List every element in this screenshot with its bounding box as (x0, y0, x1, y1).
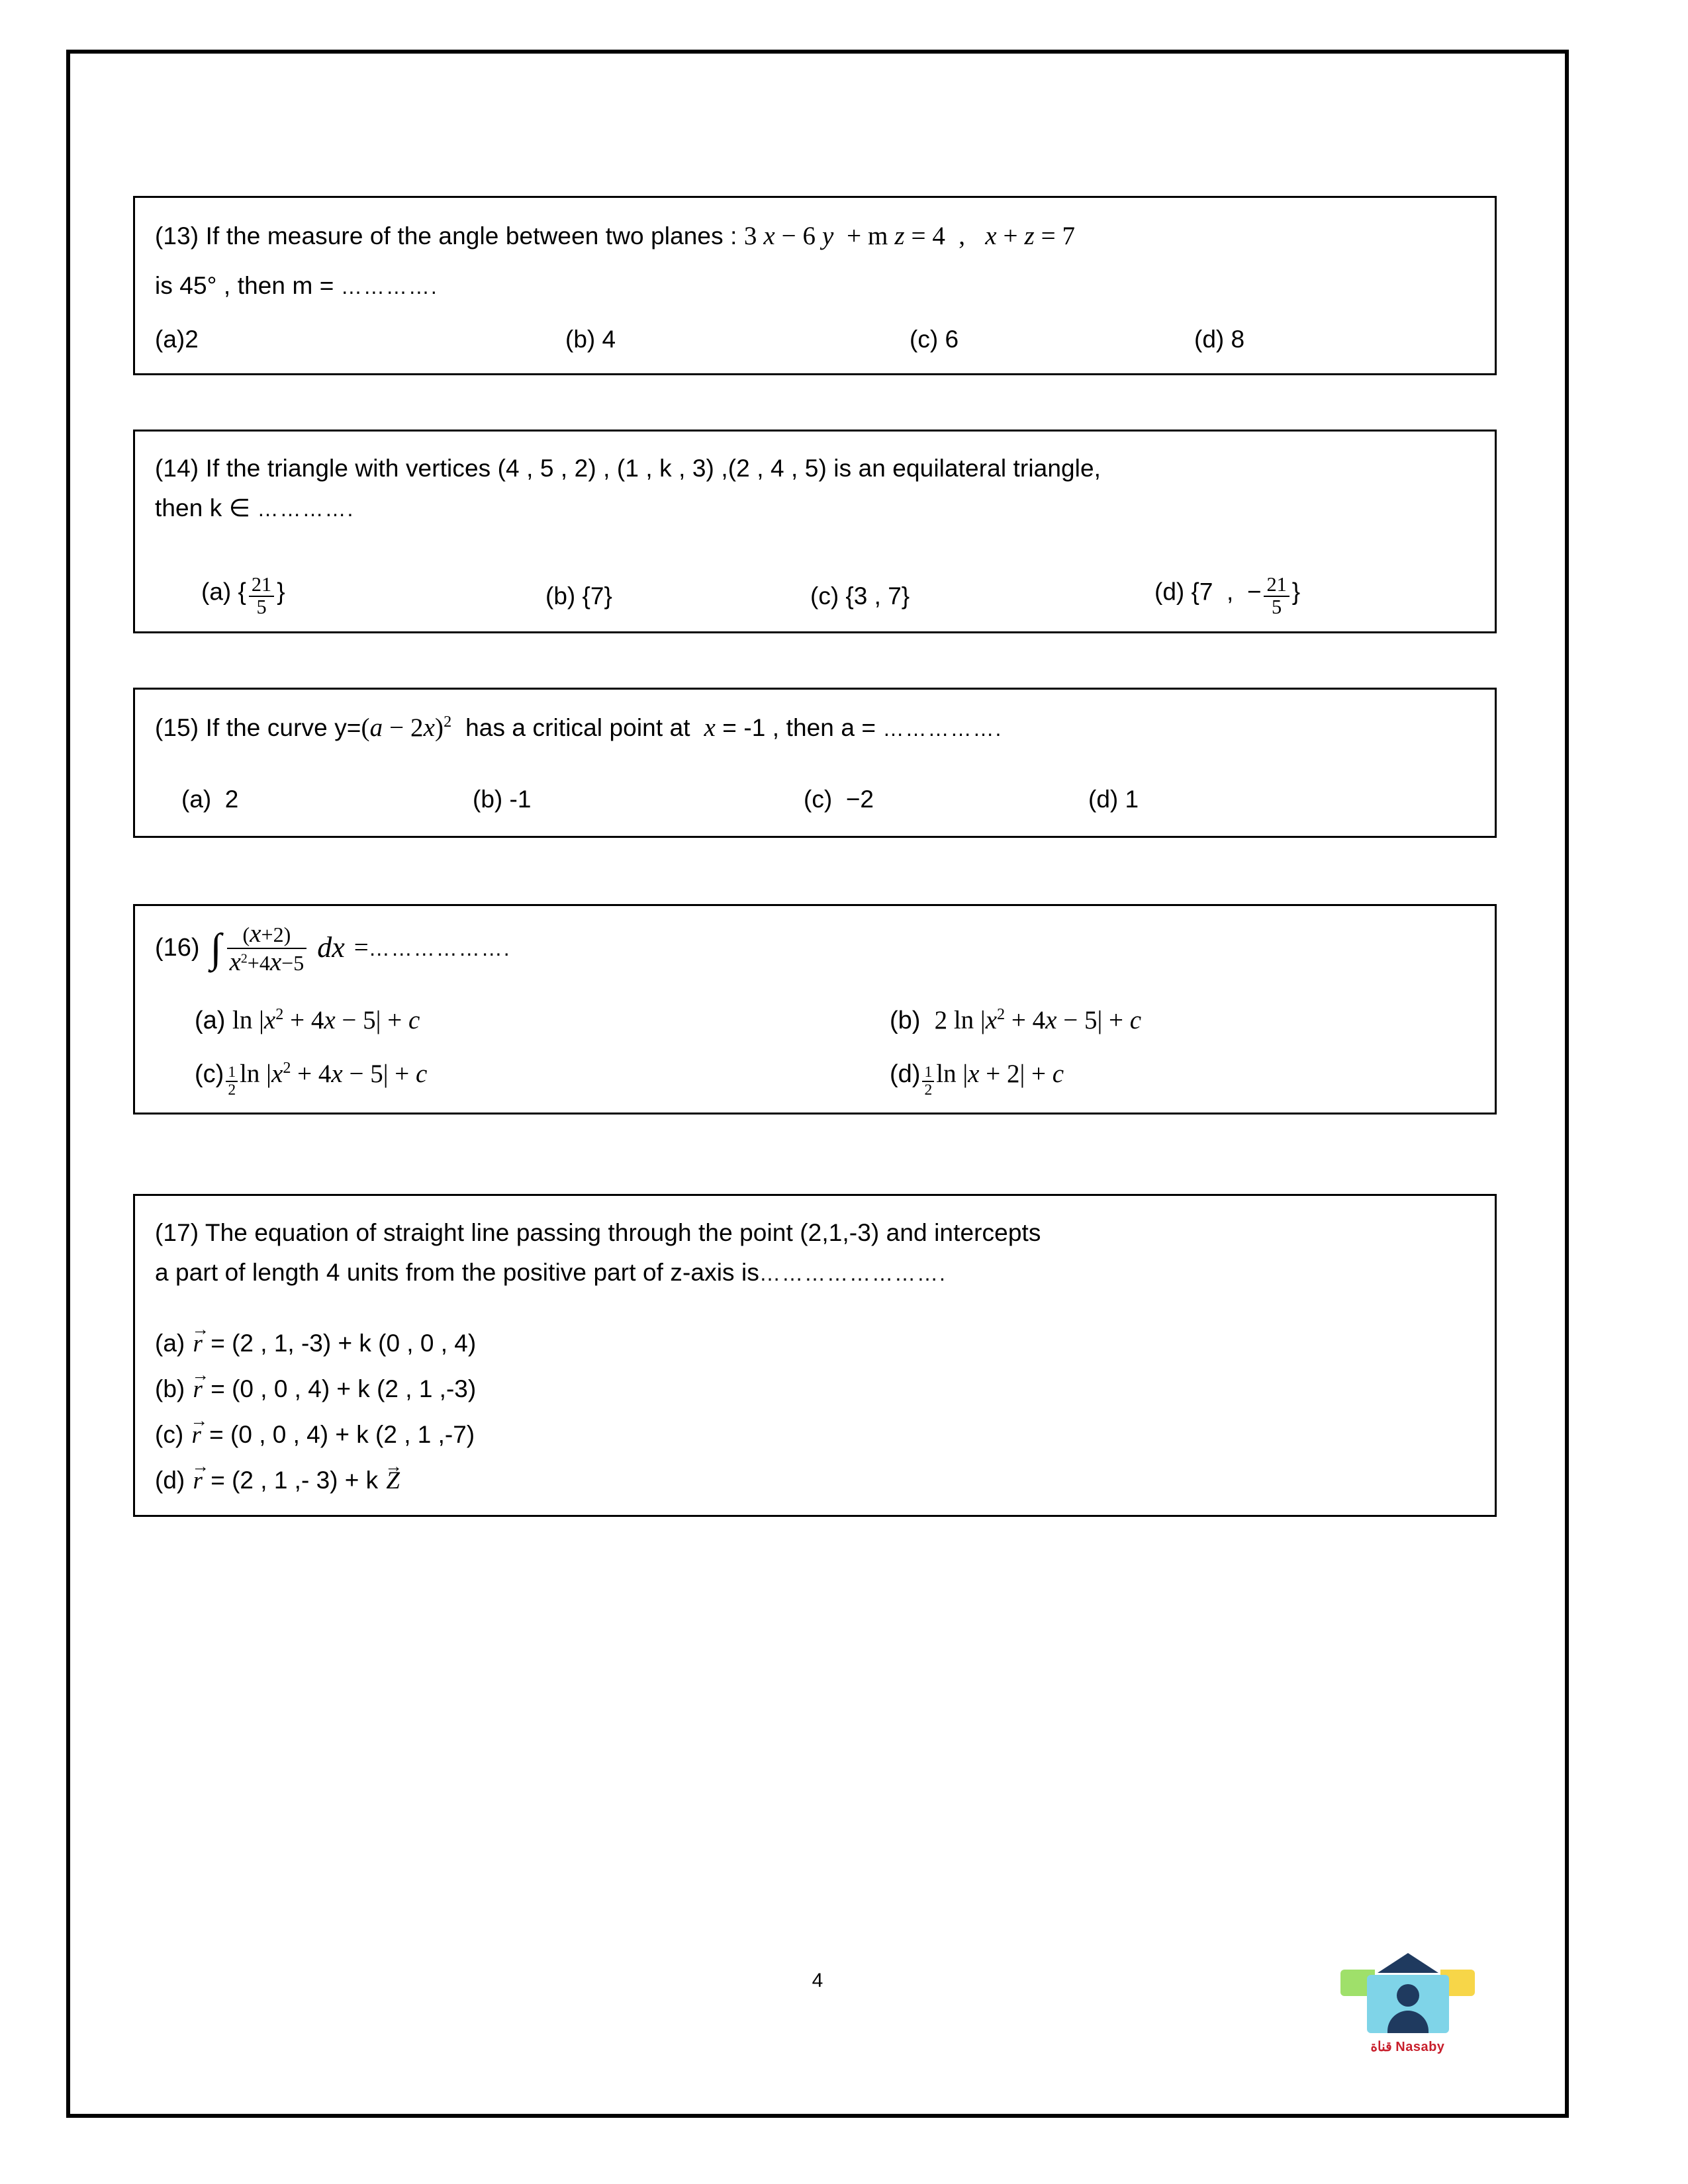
question-14-stem-line2 (155, 488, 1475, 528)
option-label: (a) (181, 785, 212, 813)
dx-symbol: dx (317, 931, 345, 964)
option-text: 6 (945, 326, 959, 353)
question-14-stem-text-2: then k ∈ (155, 494, 251, 522)
option-text: 2 (185, 326, 199, 353)
equals-sign: = (353, 933, 369, 962)
exam-page (66, 50, 1569, 2118)
question-17-stem (155, 1213, 1475, 1253)
fraction-one-half-d: $\frac{1}{2}$ (922, 1064, 934, 1098)
question-15 (133, 688, 1497, 838)
question-17 (133, 1194, 1497, 1517)
question-14-blank: …………. (257, 497, 355, 522)
graduation-cap-icon (1378, 1953, 1438, 1973)
vector-r-c: r → (190, 1421, 202, 1449)
vector-r-a: r → (192, 1330, 204, 1358)
question-13-stem-text-2: is 45° , then m = (155, 272, 334, 300)
option-label: (d) (1154, 578, 1185, 606)
option-label: (a) (195, 1006, 226, 1034)
question-17-stem-text-2: a part of length 4 units from the positive part of z-axis is (155, 1259, 759, 1287)
question-17-option-c[interactable] (155, 1421, 1475, 1449)
option-label: (c) (804, 785, 833, 813)
question-15-option-d[interactable]: (d) 1 (1088, 785, 1139, 813)
fraction-21-5-neg: $\frac{21}{5}$ (1264, 574, 1289, 618)
question-15-expression: $(a - 2x)^2$ (361, 712, 452, 742)
question-14-option-c[interactable]: (c) {3 , 7} (810, 582, 910, 610)
question-15-options (155, 786, 1475, 813)
question-13-stem (155, 215, 1475, 257)
question-13-option-c[interactable] (910, 326, 1194, 353)
question-17-option-a[interactable] (155, 1330, 1475, 1358)
option-label: (b) (545, 582, 576, 610)
option-label: (c) (910, 326, 939, 353)
site-logo (1336, 1953, 1479, 2079)
fraction-21-5: $\frac{21}{5}$ (249, 574, 274, 618)
question-15-stem: (15) If the curve $y=(a - 2x)^2$ has a critical point at x = -1 , then a = ……………. (155, 712, 1003, 742)
question-13-option-b[interactable] (565, 326, 910, 353)
student-icon (1367, 1975, 1449, 2033)
question-13-blank: …………. (340, 275, 438, 299)
question-13-equation-2: x + z = 7 (985, 222, 1076, 250)
question-17-number: (17) (155, 1219, 199, 1247)
question-14-option-b[interactable]: (b) {7} (545, 582, 612, 610)
option-label: (a) (201, 578, 232, 606)
question-13-options (155, 326, 1475, 353)
question-13-option-d[interactable] (1194, 326, 1244, 353)
question-15-option-b[interactable]: (b) -1 (473, 785, 532, 813)
question-14-options (155, 574, 1475, 618)
logo-label: قناة Nasaby (1370, 2040, 1445, 2054)
question-16-blank: ………………. (368, 936, 511, 960)
integral-icon: ∫ (210, 925, 222, 971)
question-14-option-d[interactable]: (d) {7 , − $\frac{21}{5}$ } (1154, 572, 1301, 618)
option-label: (b) (473, 785, 503, 813)
question-14-number: (14) (155, 455, 199, 482)
question-17-stem-line2 (155, 1253, 1475, 1293)
question-13-option-a[interactable] (155, 326, 565, 353)
question-15-number: (15) (155, 713, 199, 741)
option-label: (d) (155, 1467, 185, 1494)
option-label: (c) (195, 1060, 224, 1088)
page-number: 4 (812, 1970, 823, 1991)
option-label: (d) (1194, 326, 1225, 353)
question-15-blank: ……………. (882, 716, 1003, 741)
question-17-option-d[interactable] (155, 1467, 1475, 1495)
option-text: = (2 , 1, -3) + k (0 , 0 , 4) (211, 1330, 477, 1357)
option-label: (a) (155, 1330, 185, 1357)
option-label: (d) (1088, 785, 1119, 813)
option-label: (d) (890, 1060, 921, 1088)
question-13-stem-line2 (155, 266, 1475, 306)
option-label: (b) (565, 326, 596, 353)
integrand-fraction: $\frac{(x+2)}{x^2+4x-5}$ (227, 921, 307, 976)
question-17-stem-text: The equation of straight line passing through the point (2,1,-3) and intercepts (205, 1219, 1041, 1247)
option-text: 8 (1231, 326, 1245, 353)
option-label: (c) (155, 1421, 184, 1449)
option-label: (b) (890, 1006, 921, 1034)
question-14-stem-text: If the triangle with vertices (4 , 5 , 2) , (1 , k , 3) ,(2 , 4 , 5) is an equilateral triangle, (205, 455, 1102, 482)
option-text: = (2 , 1 ,- 3) + k Z → (211, 1467, 401, 1494)
question-16-option-a[interactable]: (a) $\ln |x^2 + 4x - 5| + c$ (195, 1005, 420, 1034)
question-14-stem (155, 449, 1475, 488)
fraction-one-half-c: $\frac{1}{2}$ (226, 1064, 238, 1098)
option-text: 4 (602, 326, 616, 353)
option-label: (c) (810, 582, 839, 610)
question-14 (133, 430, 1497, 633)
question-16-stem (155, 921, 1475, 976)
question-15-option-c[interactable]: (c) −2 (804, 785, 874, 813)
question-14-option-a[interactable]: (a) { $\frac{21}{5}$ } (201, 572, 285, 618)
vector-z: Z → (385, 1467, 401, 1495)
question-16-options-row-1 (155, 1005, 1475, 1035)
question-17-blank: ……………………. (759, 1261, 947, 1286)
option-label: (a) (155, 326, 185, 353)
question-13 (133, 196, 1497, 375)
option-label: (b) (155, 1375, 185, 1403)
option-text: = (0 , 0 , 4) + k (2 , 1 ,-7) (209, 1421, 475, 1449)
questions-container (133, 196, 1497, 1571)
question-17-option-b[interactable] (155, 1375, 1475, 1404)
question-16-option-b[interactable]: (b) 2 $\ln |x^2 + 4x - 5| + c$ (890, 1005, 1142, 1034)
option-text: = (0 , 0 , 4) + k (2 , 1 ,-3) (211, 1375, 477, 1403)
question-13-comma: , (952, 222, 978, 250)
question-13-equation-1: 3 x − 6 y + m z = 4 (743, 222, 946, 250)
question-13-number: (13) (155, 222, 199, 250)
question-13-stem-text: If the measure of the angle between two planes : (205, 222, 737, 250)
question-16 (133, 904, 1497, 1115)
vector-r-d: r → (192, 1467, 204, 1495)
question-16-option-c[interactable]: (c) $\frac{1}{2}$ $\ln |x^2 + 4x - 5| + c$ (195, 1058, 428, 1099)
question-16-options-row-2 (155, 1059, 1475, 1099)
question-15-option-a[interactable]: (a) 2 (181, 785, 239, 813)
vector-r-b: r → (192, 1375, 204, 1404)
question-16-number: (16) (155, 934, 200, 962)
question-16-option-d[interactable]: (d) $\frac{1}{2}$ ln |x + 2| + c (890, 1059, 1064, 1099)
